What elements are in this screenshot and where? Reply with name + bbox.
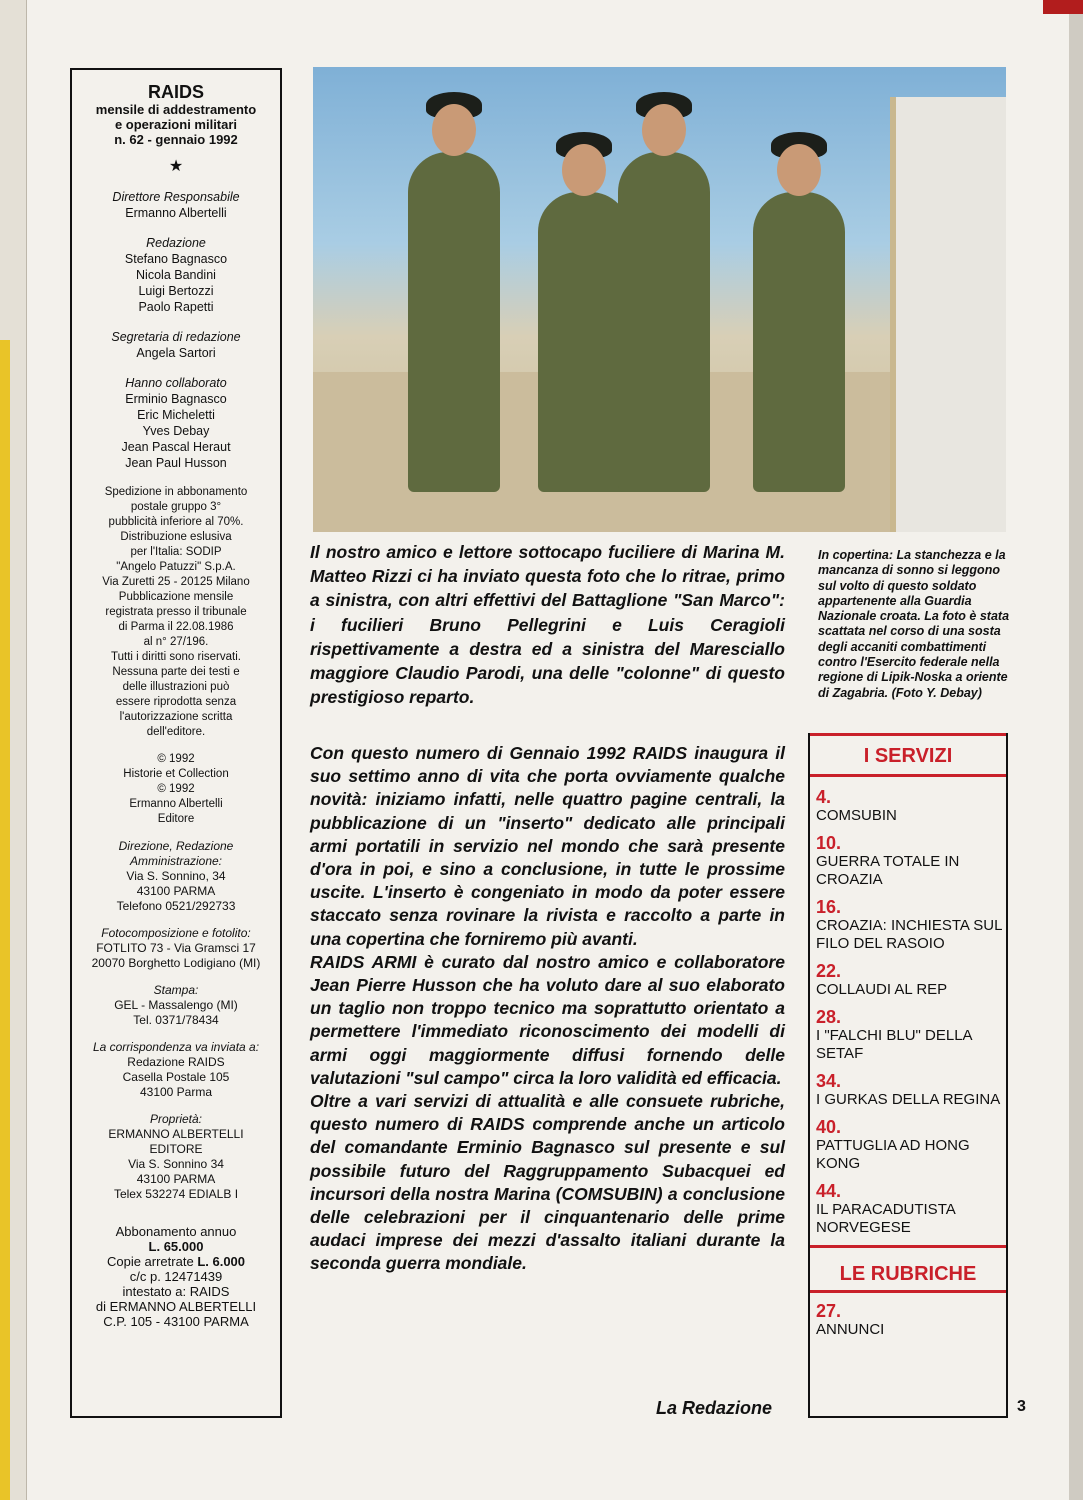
staff-name: Eric Micheletti <box>137 408 215 422</box>
contents-box <box>808 733 1008 1418</box>
contents-page-number: 22. <box>816 961 842 981</box>
contact-line: 43100 PARMA <box>136 1172 216 1186</box>
contents-page-number: 40. <box>816 1117 842 1137</box>
contact-line: EDITORE <box>149 1142 203 1156</box>
legal-line: Pubblicazione mensile <box>118 591 234 603</box>
staff-role: Hanno collaborato <box>125 376 227 390</box>
contents-article-title: I GURKAS DELLA REGINA <box>816 1091 1001 1108</box>
subscription-line: C.P. 105 - 43100 PARMA <box>103 1314 249 1329</box>
staff-name: Angela Sartori <box>136 346 216 360</box>
subscription-info: Abbonamento annuo L. 65.000 Copie arretrate L. 6.000 c/c p. 12471439 intestato a: RAIDS di ERMANNO ALBERTELLI C.P. 105 - 43100 PARMA <box>72 1224 280 1329</box>
contents-page-number: 34. <box>816 1071 842 1091</box>
editorial-paragraph: Oltre a vari servizi di attualità e alle consuete rubriche, questo numero di RAIDS comprende anche un articolo del comandante Erminio Bagnasco sul presente e sul possibile futuro del Raggruppamento Subacquei ed incursori della nostra Marina (COMSUBIN) a conclusione delle celebrazioni per il cinquantenario delle prime audaci imprese dei mezzi d'assalto italiani durante la seconda guerra mondiale. <box>310 1091 785 1274</box>
contact-line: Via S. Sonnino, 34 <box>126 869 226 883</box>
staff-role-block <box>72 189 280 221</box>
legal-line: Via Zuretti 25 - 20125 Milano <box>102 576 250 588</box>
subscription-line: di ERMANNO ALBERTELLI <box>95 1299 257 1314</box>
contact-role: Proprietà: <box>149 1112 203 1126</box>
legal-line: Tutti i diritti sono riservati. <box>111 651 241 663</box>
contact-role: Fotocomposizione e fotolito: <box>101 926 251 940</box>
legal-line: Distribuzione eslusiva <box>120 531 232 543</box>
page-number: 3 <box>1017 1398 1026 1415</box>
contact-line: Via S. Sonnino 34 <box>128 1157 224 1171</box>
staff-name: Paolo Rapetti <box>138 300 214 314</box>
contact-line: Telex 532274 EDIALB I <box>113 1187 239 1201</box>
contents-page-number: 10. <box>816 833 842 853</box>
editorial-signature: La Redazione <box>656 1398 773 1418</box>
editorial-text <box>310 742 785 1276</box>
contact-line: 43100 PARMA <box>136 884 216 898</box>
contact-block <box>72 1112 280 1202</box>
copyright-line: Ermanno Albertelli <box>129 798 223 810</box>
servizi-title: I SERVIZI <box>863 745 953 767</box>
legal-line: essere riprodotta senza <box>115 696 237 708</box>
legal-line: dell'editore. <box>146 726 206 738</box>
contact-line: 20070 Borghetto Lodigiano (MI) <box>91 956 261 970</box>
staff-role: Redazione <box>146 236 206 250</box>
servizi-rule <box>810 774 1006 777</box>
contents-item <box>816 787 1006 825</box>
staff-role: Direttore Responsabile <box>112 190 240 204</box>
rubriche-rule <box>810 1245 1006 1248</box>
soldiers-photo <box>313 67 1006 532</box>
gutter-color-strip <box>0 340 10 1500</box>
staff-name: Yves Debay <box>142 424 210 438</box>
contact-line: Tel. 0371/78434 <box>133 1013 219 1027</box>
staff-role: Segretaria di redazione <box>111 330 241 344</box>
contact-role: Stampa: <box>153 983 199 997</box>
photo-description: Il nostro amico e lettore sottocapo fuciliere di Marina M. Matteo Rizzi ci ha inviato questa foto che lo ritrae, primo a sinistra, con altri effettivi del Battaglione "San Marco": i fucilieri Bruno Pellegrini e Luis Ceragioli rispettivamente a destra ed a sinistra del Maresciallo maggiore Claudio Parodi, una delle "colonne" di questo prestigioso reparto. <box>310 542 785 708</box>
copyright-line: Historie et Collection <box>123 768 229 780</box>
photo-wall <box>890 97 1006 532</box>
contents-item <box>816 1301 1006 1339</box>
rubriche-bottom-rule <box>810 1290 1006 1293</box>
contact-line: 43100 Parma <box>139 1085 213 1099</box>
subscription-line: c/c p. 12471439 <box>129 1269 223 1284</box>
legal-line: delle illustrazioni può <box>122 681 230 693</box>
contents-item <box>816 1007 1006 1063</box>
contents-article-title: GUERRA TOTALE IN CROAZIA <box>816 853 960 888</box>
contents-top-rule <box>810 733 1006 736</box>
staff-name: Ermanno Albertelli <box>125 206 227 220</box>
servizi-list <box>810 787 1006 1237</box>
magazine-subtitle: mensile di addestramento e operazioni militari n. 62 - gennaio 1992 <box>95 102 257 147</box>
rubriche-list <box>810 1301 1006 1339</box>
legal-line: Nessuna parte dei testi e <box>112 666 240 678</box>
subscription-line: intestato a: RAIDS <box>122 1284 230 1299</box>
legal-line: registrata presso il tribunale <box>105 606 247 618</box>
legal-line: postale gruppo 3° <box>130 501 222 513</box>
contents-page-number: 28. <box>816 1007 842 1027</box>
cover-caption: In copertina: La stanchezza e la mancanza di sonno si leggono sul volto di questo soldato appartenente alla Guardia Nazionale croata. La foto è stata scattata nel corso di una sosta degli accaniti combattimenti contro l'Esercito federale nella regione di Lipik-Noska a oriente di Zagabria. (Foto Y. Debay) <box>818 548 1010 700</box>
contact-line: FOTLITO 73 - Via Gramsci 17 <box>96 941 256 955</box>
photo-soldier <box>618 152 710 492</box>
contents-article-title: I "FALCHI BLU" DELLA SETAF <box>816 1027 972 1062</box>
staff-name: Erminio Bagnasco <box>125 392 227 406</box>
contact-blocks <box>72 839 280 1202</box>
contents-article-title: CROAZIA: INCHIESTA SUL FILO DEL RASOIO <box>816 917 1002 952</box>
contents-item <box>816 833 1006 889</box>
contact-line: GEL - Massalengo (MI) <box>114 998 238 1012</box>
copyright-line: Editore <box>157 813 195 825</box>
page-edge-right <box>1069 0 1083 1500</box>
contents-page-number: 44. <box>816 1181 842 1201</box>
contents-page-number: 27. <box>816 1301 842 1321</box>
staff-name: Luigi Bertozzi <box>138 284 214 298</box>
photo-soldier <box>753 192 845 492</box>
contents-item <box>816 1071 1006 1109</box>
contact-block <box>72 839 280 914</box>
legal-line: pubblicità inferiore al 70%. <box>108 516 244 528</box>
contact-line: ERMANNO ALBERTELLI <box>108 1127 244 1141</box>
contact-role: Amministrazione: <box>129 854 223 868</box>
page-edge-red-mark <box>1043 0 1083 14</box>
magazine-title: RAIDS <box>147 82 204 102</box>
editorial-paragraph: RAIDS ARMI è curato dal nostro amico e collaboratore Jean Pierre Husson che ha voluto dare al suo elaborato un taglio non troppo tecnico ma soprattutto orientato a permettere l'immediato riconoscimento dei modelli di armi oggi maggiormente diffusi fornendo delle valutazioni "sul campo" circa la loro validità ed efficacia. <box>310 951 785 1088</box>
contact-block <box>72 983 280 1028</box>
contents-item <box>816 897 1006 953</box>
legal-line: "Angelo Patuzzi" S.p.A. <box>116 561 236 573</box>
legal-line: Spedizione in abbonamento <box>104 486 248 498</box>
staff-role-block <box>72 235 280 315</box>
legal-notice <box>72 485 280 740</box>
staff-name: Stefano Bagnasco <box>124 252 228 266</box>
legal-line: al n° 27/196. <box>143 636 209 648</box>
staff-role-block <box>72 329 280 361</box>
contact-line: Redazione RAIDS <box>127 1055 225 1069</box>
staff-name: Nicola Bandini <box>136 268 216 282</box>
contents-item <box>816 1181 1006 1237</box>
copyright-line: © 1992 <box>157 753 195 765</box>
contact-block <box>72 1040 280 1100</box>
contact-line: Casella Postale 105 <box>122 1070 230 1084</box>
staff-name: Jean Pascal Heraut <box>121 440 231 454</box>
staff-credits <box>72 189 280 471</box>
star-icon: ★ <box>168 158 184 175</box>
legal-line: per l'Italia: SODIP <box>130 546 222 558</box>
contents-page-number: 16. <box>816 897 842 917</box>
legal-line: di Parma il 22.08.1986 <box>118 621 234 633</box>
copyright-line: © 1992 <box>157 783 195 795</box>
staff-role-block <box>72 375 280 471</box>
contents-article-title: COMSUBIN <box>816 807 897 824</box>
masthead-box <box>70 68 282 1418</box>
contents-page-number: 4. <box>816 787 832 807</box>
photo-soldier <box>538 192 630 492</box>
contact-block <box>72 926 280 971</box>
rubriche-title: LE RUBRICHE <box>839 1263 977 1285</box>
copyright-notice <box>72 752 280 827</box>
contents-item <box>816 1117 1006 1173</box>
contents-item <box>816 961 1006 999</box>
legal-line: l'autorizzazione scritta <box>119 711 233 723</box>
staff-name: Jean Paul Husson <box>125 456 227 470</box>
contents-article-title: IL PARACADUTISTA NORVEGESE <box>816 1201 955 1236</box>
contact-role: La corrispondenza va inviata a: <box>92 1040 260 1054</box>
contact-line: Telefono 0521/292733 <box>116 899 236 913</box>
editorial-paragraph: Con questo numero di Gennaio 1992 RAIDS inaugura il suo settimo anno di vita che porta ovviamente qualche novità: iniziamo infatti, nelle quattro pagine centrali, la pubblicazione di un "inserto" dedicato alle principali armi portatili in servizio nel mondo che sarà presente d'ora in poi, e sino a conclusione, in tutte le prossime uscite. L'inserto è congeniato in modo da poter essere staccato senza rovinare la rivista e raccolto a parte in una copertina che forniremo più avanti. <box>310 743 785 949</box>
contact-role: Direzione, Redazione <box>118 839 234 853</box>
contents-article-title: PATTUGLIA AD HONG KONG <box>816 1137 970 1172</box>
contents-article-title: COLLAUDI AL REP <box>816 981 948 998</box>
contents-article-title: ANNUNCI <box>816 1321 885 1338</box>
photo-soldier <box>408 152 500 492</box>
